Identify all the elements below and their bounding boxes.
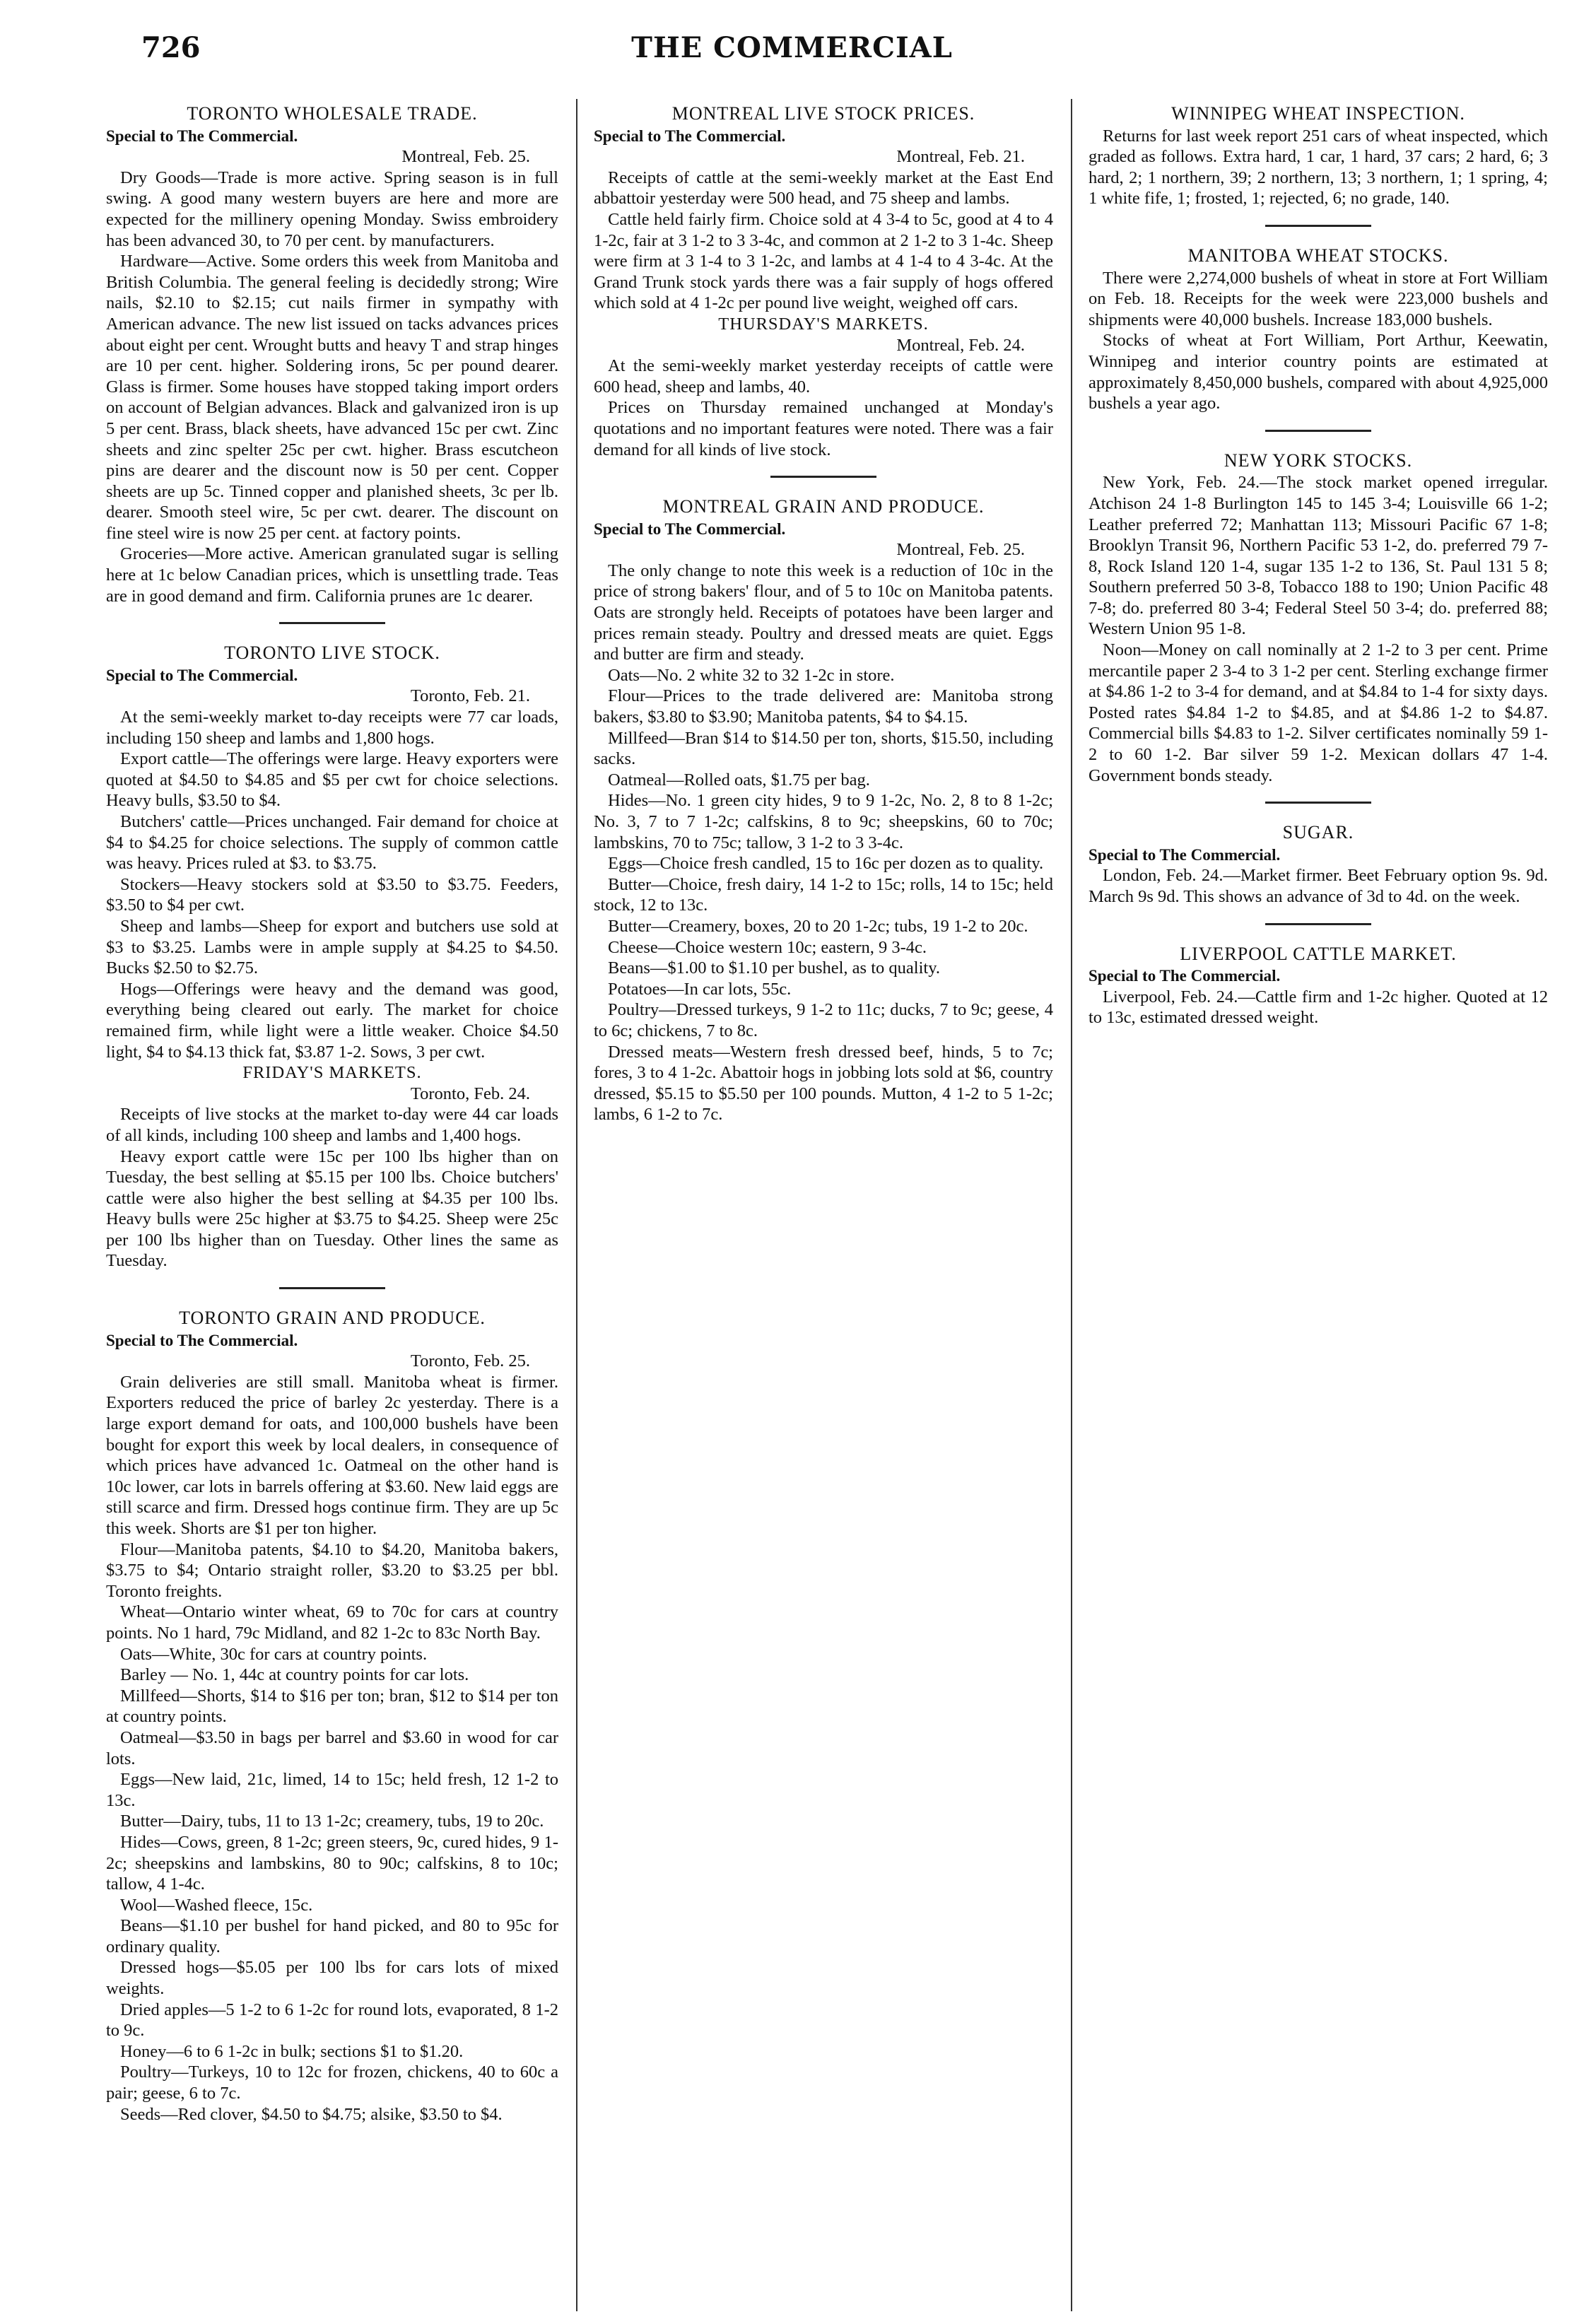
paragraph: Butchers' cattle—Prices unchanged. Fair demand for choice at $4 to $4.25 for choice selections. The supply of common cattle was heavy. Prices ruled at $3. to $3.75.: [106, 812, 558, 874]
section-divider: [1265, 430, 1371, 432]
paragraph: Dried apples—5 1-2 to 6 1-2c for round lots, evaporated, 8 1-2 to 9c.: [106, 2000, 558, 2041]
paragraph: Beans—$1.00 to $1.10 per bushel, as to quality.: [608, 958, 940, 978]
paragraph: Returns for last week report 251 cars of wheat inspected, which graded as follows. Extra hard, 1 car, 1 hard, 37 cars; 2 hard, 6; 3 hard, 2; 1 northern, 39; 2 northern, 13; 3 northern, 1; 1 spring, 4; 1 white fife, 1; frosted, 1; rejected, 6; no grade, 140.: [1089, 126, 1548, 209]
paragraph: Oatmeal—Rolled oats, $1.75 per bag.: [608, 770, 870, 790]
column-rule: [576, 99, 577, 2311]
article-headline: WINNIPEG WHEAT INSPECTION.: [1171, 103, 1465, 124]
article-liverpool-cattle: [1089, 944, 1548, 1028]
paragraph: Oats—White, 30c for cars at country points.: [120, 1644, 428, 1664]
paragraph: Oats—No. 2 white 32 to 32 1-2c in store.: [608, 665, 895, 685]
paragraph: Eggs—New laid, 21c, limed, 14 to 15c; held fresh, 12 1-2 to 13c.: [106, 1770, 558, 1810]
paragraph: Poultry—Dressed turkeys, 9 1-2 to 11c; ducks, 7 to 9c; geese, 4 to 6c; chickens, 7 to 8c.: [594, 1000, 1053, 1040]
article-manitoba-wheat: [1089, 245, 1548, 414]
paragraph: Export cattle—The offerings were large. Heavy exporters were quoted at $4.50 to $4.85 and $5 per cwt for choice selections. Heavy bulls, $3.50 to $4.: [106, 749, 558, 811]
paragraph: Beans—$1.10 per bushel for hand picked, and 80 to 95c for ordinary quality.: [106, 1916, 558, 1956]
paragraph: Receipts of live stocks at the market to-day were 44 car loads of all kinds, including 100 sheep and lambs and 1,400 hogs.: [106, 1105, 558, 1145]
column-2: [594, 99, 1053, 1141]
paragraph: London, Feb. 24.—Market firmer. Beet February option 9s. 9d. March 9s 9d. This shows an advance of 3d to 4d. on the week.: [1089, 866, 1548, 906]
section-divider: [1265, 802, 1371, 804]
dateline: Toronto, Feb. 24.: [410, 1084, 530, 1103]
article-montreal-live-stock: [594, 103, 1053, 460]
paragraph: Hides—Cows, green, 8 1-2c; green steers, 9c, cured hides, 9 1-2c; sheepskins and lambskins, 80 to 90c; calfskins, 8 to 10c; tallow, 4 1-4c.: [106, 1832, 558, 1894]
paragraph: Noon—Money on call nominally at 2 1-2 to 3 per cent. Prime mercantile paper 2 3-4 to 3 1-2 per cent. Sterling exchange firmer at $4.86 1-2 to 3-4 for demand, and at $4.84 to 1-4 for sixty days. Posted rates $4.84 1-2 to $4.85, and at $4.86 1-2 to $4.87. Commercial bills $4.83 to 1-2. Silver certificates nominally 59 1-2 to 60 1-2. Bar silver 59 1-2. Mexican dollars 47 1-4. Government bonds steady.: [1089, 640, 1548, 785]
special-line: Special to The Commercial.: [106, 666, 298, 684]
dateline: Toronto, Feb. 21.: [410, 686, 530, 706]
paragraph: Oatmeal—$3.50 in bags per barrel and $3.60 in wood for car lots.: [106, 1727, 558, 1768]
paragraph: Hogs—Offerings were heavy and the demand was good, everything being cleared out early. The market for choice remained firm, while light were a little weaker. Choice $4.50 light, $4 to $4.13 thick fat, $3.87 1-2. Sows, 3 per cwt.: [106, 979, 558, 1062]
section-divider: [1265, 225, 1371, 227]
column-3: [1089, 99, 1548, 1044]
paragraph: Millfeed—Bran $14 to $14.50 per ton, shorts, $15.50, including sacks.: [594, 728, 1053, 769]
column-1: [106, 99, 558, 2140]
dateline: Montreal, Feb. 25.: [401, 147, 530, 167]
article-headline: LIVERPOOL CATTLE MARKET.: [1180, 943, 1457, 964]
special-line: Special to The Commercial.: [1089, 845, 1281, 864]
paragraph: The only change to note this week is a reduction of 10c in the price of strong bakers' flour, and of 5 to 10c on Manitoba patents. Oats are strongly held. Receipts of potatoes have been larger and prices remain steady. Poultry and dressed meats are quiet. Eggs and butter are firm and steady.: [594, 561, 1053, 664]
page-number: 726: [141, 31, 201, 64]
paragraph: Honey—6 to 6 1-2c in bulk; sections $1 to $1.20.: [120, 2041, 464, 2061]
article-toronto-live-stock: [106, 642, 558, 1272]
article-toronto-grain: [106, 1308, 558, 2125]
article-headline: TORONTO WHOLESALE TRADE.: [187, 103, 478, 124]
paragraph: Grain deliveries are still small. Manitoba wheat is firmer. Exporters reduced the price of barley 2c yesterday. There is a large export demand for oats, and 100,000 bushels have been bought for export this week by local dealers, in consequence of which prices have advanced 1c. Oatmeal on the other hand is 10c lower, car lots in barrels offering at $3.60. New laid eggs are still scarce and firm. Dressed hogs continue firm. They are up 5c this week. Shorts are $1 per ton higher.: [106, 1372, 558, 1538]
paragraph: Flour—Manitoba patents, $4.10 to $4.20, Manitoba bakers, $3.75 to $4; Ontario straight roller, $3.20 to $3.25 per bbl. Toronto freights.: [106, 1539, 558, 1601]
paragraph: At the semi-weekly market yesterday receipts of cattle were 600 head, sheep and lambs, 40.: [594, 356, 1053, 397]
article-headline: TORONTO GRAIN AND PRODUCE.: [179, 1308, 486, 1329]
article-winnipeg-wheat: [1089, 103, 1548, 209]
special-line: Special to The Commercial.: [1089, 967, 1281, 985]
paragraph: Sheep and lambs—Sheep for export and butchers use sold at $3 to $3.25. Lambs were in ample supply at $4.25 to $4.50. Bucks $2.50 to $2.75.: [106, 916, 558, 978]
paragraph: Hides—No. 1 green city hides, 9 to 9 1-2c, No. 2, 8 to 8 1-2c; No. 3, 7 to 7 1-2c; calfskins, 8 to 9c; sheepskins, 60 to 70c; lambskins, 70 to 75c; tallow, 3 1-2 to 3 3-4c.: [594, 791, 1053, 852]
article-new-york-stocks: [1089, 450, 1548, 787]
paragraph: Heavy export cattle were 15c per 100 lbs higher than on Tuesday, the best selling at $5.15 per 100 lbs. Choice butchers' cattle were also higher the best selling at $4.35 per 100 lbs. Heavy bulls were 25c higher at $3.75 to $4.25. Sheep were 25c per 100 lbs higher than on Tuesday. Other lines the same as Tuesday.: [106, 1146, 558, 1271]
paragraph: Millfeed—Shorts, $14 to $16 per ton; bran, $12 to $14 per ton at country points.: [106, 1686, 558, 1727]
paragraph: Stocks of wheat at Fort William, Port Arthur, Keewatin, Winnipeg and interior country points are estimated at approximately 8,450,000 bushels, compared with about 4,925,000 bushels a year ago.: [1089, 331, 1548, 413]
article-headline: TORONTO LIVE STOCK.: [224, 642, 440, 664]
paragraph: Flour—Prices to the trade delivered are: Manitoba strong bakers, $3.80 to $3.90; Manitoba patents, $4 to $4.15.: [594, 686, 1053, 727]
article-headline: MONTREAL LIVE STOCK PRICES.: [671, 103, 975, 124]
paragraph: Poultry—Turkeys, 10 to 12c for frozen, chickens, 40 to 60c a pair; geese, 6 to 7c.: [106, 2062, 558, 2103]
paragraph: Prices on Thursday remained unchanged at Monday's quotations and no important features were noted. There was a fair demand for all kinds of live stock.: [594, 398, 1053, 459]
paragraph: Butter—Choice, fresh dairy, 14 1-2 to 15c; rolls, 14 to 15c; held stock, 12 to 13c.: [594, 874, 1053, 915]
subheading: THURSDAY'S MARKETS.: [718, 314, 929, 334]
paragraph: Hardware—Active. Some orders this week from Manitoba and British Columbia. The general feeling is decidedly strong; Wire nails, $2.10 to $2.15; cut nails firmer in sympathy with American advance. The new list issued on tacks advances prices about eight per cent. Wrought butts and heavy T and strap hinges are 10 per cent. higher. Soldering irons, 5c per pound dearer. Glass is firmer. Some houses have stopped taking import orders on account of Belgian advances. Black and galvanized iron is up 5 per cent. Brass, black sheets, have advanced 15c per cwt. Zinc sheets and zinc spelter 25c per cwt. higher. Brass escutcheon pins are dearer and the discount now is 50 per cent. Copper sheets are up 5c. Tinned copper and planished sheets, 3c per lb. dearer. Smooth steel wire, 5c per cwt. dearer. The discount on fine steel wire is now 25 per cent. at factory points.: [106, 252, 558, 543]
column-rule: [1071, 99, 1072, 2311]
subheading: FRIDAY'S MARKETS.: [242, 1063, 422, 1083]
special-line: Special to The Commercial.: [106, 127, 298, 145]
paragraph: Dry Goods—Trade is more active. Spring season is in full swing. A good many western buyers are here and more are expected for the millinery opening Monday. Swiss embroidery has been advanced 30, to 70 per cent. by manufacturers.: [106, 168, 558, 250]
paragraph: Receipts of cattle at the semi-weekly market at the East End abbattoir yesterday were 500 head, and 75 sheep and lambs.: [594, 168, 1053, 209]
section-divider: [279, 1287, 385, 1289]
paragraph: Liverpool, Feb. 24.—Cattle firm and 1-2c higher. Quoted at 12 to 13c, estimated dressed weight.: [1089, 987, 1548, 1028]
paragraph: Dressed meats—Western fresh dressed beef, hinds, 5 to 7c; fores, 3 to 4 1-2c. Abattoir hogs in jobbing lots sold at $6, country dressed, $5.15 to $5.50 per 100 pounds. Mutton, 4 1-2 to 5 1-2c; lambs, 6 1-2 to 7c.: [594, 1042, 1053, 1125]
section-divider: [770, 476, 876, 478]
paragraph: There were 2,274,000 bushels of wheat in store at Fort William on Feb. 18. Receipts for the week were 223,000 bushels and shipments were 40,000 bushels. Increase 183,000 bushels.: [1089, 268, 1548, 329]
paragraph: Wheat—Ontario winter wheat, 69 to 70c for cars at country points. No 1 hard, 79c Midland, and 82 1-2c to 83c North Bay.: [106, 1602, 558, 1643]
paragraph: At the semi-weekly market to-day receipts were 77 car loads, including 150 sheep and lambs and 1,800 hogs.: [106, 708, 558, 748]
paragraph: Dressed hogs—$5.05 per 100 lbs for cars lots of mixed weights.: [106, 1958, 558, 1999]
masthead: THE COMMERCIAL: [631, 31, 953, 64]
paragraph: Cattle held fairly firm. Choice sold at 4 3-4 to 5c, good at 4 to 4 1-2c, fair at 3 1-2 to 3 3-4c, and common at 2 1-2 to 3 1-4c. Sheep were firm at 3 1-4 to 3 1-2c, and lambs at 4 1-4 to 4 3-4c. At the Grand Trunk stock yards there was a fair supply of hogs offered which sold at 4 1-2c per pound live weight, weighed off cars.: [594, 209, 1053, 313]
dateline: Montreal, Feb. 25.: [896, 540, 1025, 560]
dateline: Montreal, Feb. 24.: [896, 335, 1025, 355]
article-montreal-grain: [594, 496, 1053, 1125]
article-headline: MONTREAL GRAIN AND PRODUCE.: [662, 496, 985, 517]
paragraph: Seeds—Red clover, $4.50 to $4.75; alsike, $3.50 to $4.: [120, 2104, 503, 2124]
article-toronto-wholesale: [106, 103, 558, 606]
special-line: Special to The Commercial.: [594, 127, 786, 145]
paragraph: Eggs—Choice fresh candled, 15 to 16c per dozen as to quality.: [608, 854, 1044, 874]
paragraph: Butter—Creamery, boxes, 20 to 20 1-2c; tubs, 19 1-2 to 20c.: [608, 916, 1028, 936]
section-divider: [279, 622, 385, 624]
article-headline: NEW YORK STOCKS.: [1224, 450, 1413, 471]
dateline: Montreal, Feb. 21.: [896, 147, 1025, 167]
paragraph: Butter—Dairy, tubs, 11 to 13 1-2c; creamery, tubs, 19 to 20c.: [120, 1812, 544, 1831]
dateline: Toronto, Feb. 25.: [410, 1351, 530, 1371]
article-headline: SUGAR.: [1282, 822, 1354, 843]
special-line: Special to The Commercial.: [594, 520, 786, 538]
paragraph: Potatoes—In car lots, 55c.: [608, 979, 792, 999]
paragraph: Barley — No. 1, 44c at country points for car lots.: [120, 1665, 469, 1685]
paragraph: Cheese—Choice western 10c; eastern, 9 3-4c.: [608, 937, 927, 957]
paragraph: New York, Feb. 24.—The stock market opened irregular. Atchison 24 1-8 Burlington 145 to 145 3-4; Louisville 66 1-2; Leather preferred 72; Manhattan 113; Missouri Pacific 67 1-8; Brooklyn Transit 96, Northern Pacific 53 1-2, do. preferred 79 7-8, Rock Island 120 1-4, sugar 135 1-2 to 136, St. Paul 131 5 8; Southern preferred 50 3-8, Tobacco 188 to 190; Union Pacific 48 7-8; do. preferred 80 3-4; Federal Steel 50 3-4; do. preferred 88; Western Union 95 1-8.: [1089, 473, 1548, 639]
section-divider: [1265, 923, 1371, 925]
special-line: Special to The Commercial.: [106, 1331, 298, 1349]
paragraph: Groceries—More active. American granulated sugar is selling here at 1c below Canadian prices, which is unsettling trade. Teas are in good demand and firm. California prunes are 1c dearer.: [106, 544, 558, 606]
paragraph: Stockers—Heavy stockers sold at $3.50 to $3.75. Feeders, $3.50 to $4 per cwt.: [106, 874, 558, 915]
paragraph: Wool—Washed fleece, 15c.: [120, 1895, 313, 1915]
article-headline: MANITOBA WHEAT STOCKS.: [1187, 245, 1449, 266]
article-sugar: [1089, 822, 1548, 907]
